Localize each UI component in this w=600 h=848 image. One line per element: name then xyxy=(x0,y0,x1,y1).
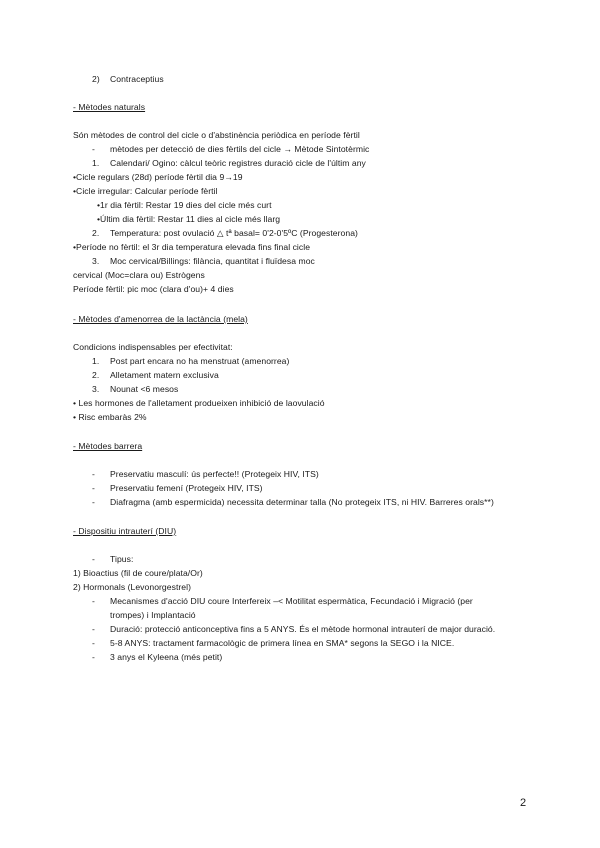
iud-heading: - Dispositiu intrauterí (DIU) xyxy=(73,526,177,536)
first-fertile-day: •1r dia fèrtil: Restar 19 dies del cicle més curt xyxy=(97,200,272,210)
types-label: Tipus: xyxy=(110,554,134,564)
list-item: Nounat <6 mesos xyxy=(110,384,179,394)
regular-cycle: •Cicle regulars (28d) període fèrtil dia 9→19 xyxy=(73,172,243,182)
fertile-period: Període fèrtil: pic moc (clara d'ou)+ 4 dies xyxy=(73,284,234,294)
section-title: Contraceptius xyxy=(110,74,164,84)
kyleena-item: 3 anys el Kyleena (més petit) xyxy=(110,652,223,662)
dash-bullet: - xyxy=(92,624,95,634)
list-number: 2. xyxy=(92,228,100,238)
fertile-detection-item: mètodes per detecció de dies fèrtils del cicle → Mètode Sintotèrmic xyxy=(110,144,370,154)
list-number: 1. xyxy=(92,158,100,168)
list-number: 3. xyxy=(92,256,100,266)
billings-method: Moc cervical/Billings: filància, quantitat i fluïdesa moc xyxy=(110,256,315,266)
treatment-item: 5-8 ANYS: tractament farmacològic de primera línea en SMA* segons la SEGO i la NICE. xyxy=(110,638,455,648)
dash-bullet: - xyxy=(92,469,95,479)
temperature-method: Temperatura: post ovulació △ tª basal= 0'2-0'5ºC (Progesterona) xyxy=(110,228,358,238)
dash-bullet: - xyxy=(92,144,95,154)
duration-item: Duració: protecció anticonceptiva fins a 5 ANYS. És el mètode hormonal intrauterí de major duració. xyxy=(110,624,496,634)
non-fertile-period: •Període no fèrtil: el 3r dia temperatura elevada fins final cicle xyxy=(73,242,311,252)
bioactive-type: 1) Bioactius (fil de coure/plata/Or) xyxy=(73,568,203,578)
list-number: 2. xyxy=(92,370,100,380)
list-item: Preservatiu femení (Protegeix HIV, ITS) xyxy=(110,483,263,493)
section-number: 2) xyxy=(92,74,100,84)
irregular-cycle: •Cicle irregular: Calcular període fèrtil xyxy=(73,186,218,196)
calendar-method: Calendari/ Ogino: càlcul teòric registres duració cicle de l'últim any xyxy=(110,158,366,168)
last-fertile-day: •Últim dia fèrtil: Restar 11 dies al cicle més llarg xyxy=(97,214,281,224)
mechanism-line: Mecanismes d'acció DIU coure Interfereix –< Motilitat espermàtica, Fecundació i Migració (per xyxy=(110,596,473,606)
list-number: 1. xyxy=(92,356,100,366)
hormones-note: • Les hormones de l'alletament produeixen inhibició de laovulació xyxy=(73,398,325,408)
pregnancy-risk: • Risc embaràs 2% xyxy=(73,412,147,422)
list-item: Post part encara no ha menstruat (amenorrea) xyxy=(110,356,290,366)
conditions-label: Condicions indispensables per efectivitat: xyxy=(73,342,233,352)
dash-bullet: - xyxy=(92,554,95,564)
list-number: 3. xyxy=(92,384,100,394)
dash-bullet: - xyxy=(92,638,95,648)
page-number: 2 xyxy=(520,797,527,809)
cervical-mucus: cervical (Moc=clara ou) Estrògens xyxy=(73,270,205,280)
barrier-heading: - Mètodes barrera xyxy=(73,441,143,451)
dash-bullet: - xyxy=(92,596,95,606)
list-item: Diafragma (amb espermicida) necessita determinar talla (No protegeix ITS, ni HIV. Barreres orals**) xyxy=(110,497,494,507)
natural-methods-heading: - Mètodes naturals xyxy=(73,102,146,112)
dash-bullet: - xyxy=(92,497,95,507)
list-item: Alletament matern exclusiva xyxy=(110,370,219,380)
lactation-heading: - Mètodes d'amenorrea de la lactància (mela) xyxy=(73,314,248,324)
hormonal-type: 2) Hormonals (Levonorgestrel) xyxy=(73,582,191,592)
mechanism-line-continued: trompes) i Implantació xyxy=(110,610,196,620)
list-item: Preservatiu masculí: ús perfecte!! (Protegeix HIV, ITS) xyxy=(110,469,319,479)
dash-bullet: - xyxy=(92,652,95,662)
dash-bullet: - xyxy=(92,483,95,493)
natural-intro: Són mètodes de control del cicle o d'abstinència periòdica en període fèrtil xyxy=(73,130,360,140)
